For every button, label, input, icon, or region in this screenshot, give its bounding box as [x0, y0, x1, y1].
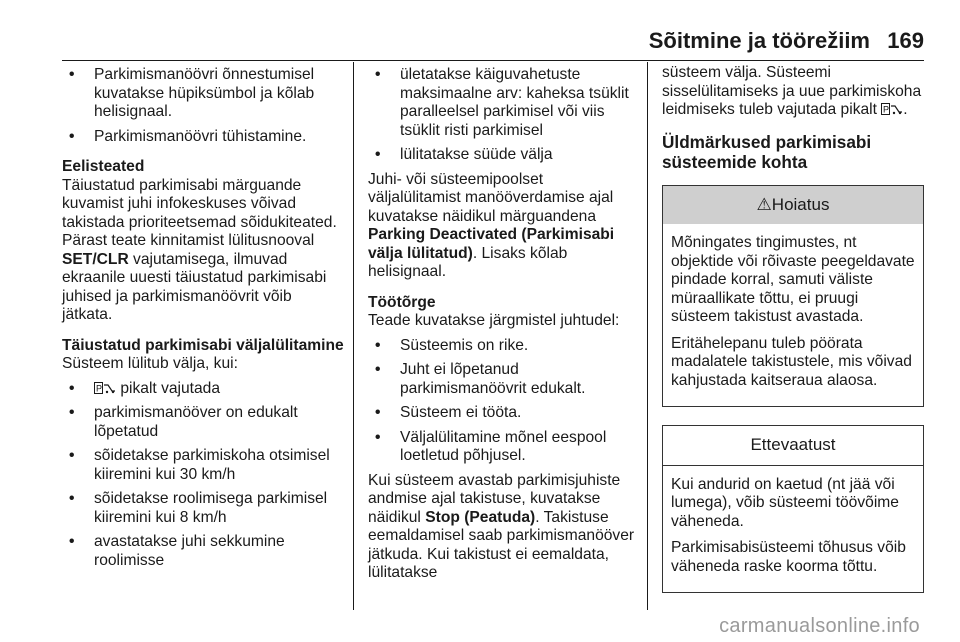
- list-item: • sõidetakse parkimiskoha otsimisel kiiremini kui 30 km/h: [69, 447, 330, 483]
- reactivation-paragraph: süsteem välja. Süsteemi sisselülitamiseks ja uue parkimiskoha leidmiseks tuleb vajutada pikalt P .: [662, 64, 922, 118]
- park-assist-icon: [94, 382, 116, 394]
- list-item: • Süsteem ei tööta.: [375, 404, 522, 421]
- watermark: carmanualsonline.info: [719, 615, 920, 637]
- eelisteated-heading: Eelisteated: [62, 158, 145, 175]
- warning-icon: ⚠: [756, 194, 772, 214]
- fault-intro: Teade kuvatakse järgmistel juhtudel:: [368, 312, 620, 329]
- warning-header: [663, 186, 923, 225]
- header-rule: [62, 60, 924, 61]
- deactivation-heading: Täiustatud parkimisabi väljalülitamine: [62, 336, 344, 354]
- caution-box: [662, 425, 924, 593]
- svg-text:P: P: [883, 104, 890, 115]
- header-title: Sõitmine ja töörežiim: [648, 28, 870, 53]
- caution-text-1: Kui andurid on kaetud (nt jää või lumega), võib süsteemi töövõime väheneda.: [671, 475, 899, 530]
- list-item: • lülitatakse süüde välja: [375, 146, 553, 163]
- list-item: • Parkimismanöövri tühistamine.: [69, 127, 307, 145]
- column-3: [662, 64, 924, 593]
- caution-title: Ettevaatust: [663, 426, 923, 466]
- warning-text-1: Mõningates tingimustes, nt objektide või rõivaste peegeldavate pindade korral, samuti väliste müraallikate tõttu, ei pruugi süsteem takistust avastada.: [671, 234, 915, 325]
- list-item: • ületatakse käiguvahetuste maksimaalne arv: kaheksa tsüklit paralleelsel parkimisel või viis tsüklit risti parkimisel: [375, 66, 629, 139]
- list-item: • Väljalülitamine mõnel eespool loetletud põhjusel.: [375, 428, 607, 464]
- svg-text:P: P: [96, 383, 103, 393]
- list-item: • parkimismanööver on edukalt lõpetatud: [69, 404, 298, 440]
- section-heading: Üldmärkused parkimisabi süsteemide kohta: [662, 131, 872, 172]
- column-divider-2: [647, 62, 648, 610]
- list-item: • Parkimismanöövri õnnestumisel kuvatakse hüpiksümbol ja kõlab helisignaal.: [69, 66, 315, 120]
- obstacle-paragraph: Kui süsteem avastab parkimisjuhiste andmise ajal takistuse, kuvatakse näidikul Stop (Peatuda). Takistuse eemaldamisel saab parkimismanööver jätkuda. Kui takistust ei eemaldata, lülitatakse: [368, 471, 635, 581]
- warning-box: [662, 185, 924, 408]
- warning-text-2: Eritähelepanu tuleb pöörata madalatele takistustele, mis võivad kahjustada kaitseraua alaosa.: [671, 334, 912, 389]
- column-divider-1: [353, 62, 354, 610]
- list-item: • Süsteemis on rike.: [375, 336, 529, 354]
- park-assist-icon: [881, 103, 903, 115]
- fault-heading: Töötõrge: [368, 293, 436, 311]
- warning-title: Hoiatus: [771, 194, 830, 214]
- eelisteated-paragraph: Täiustatud parkimisabi märguande kuvamist juhi infokeskuses võivad takistada prioriteetsemad sõidukiteated. Pärast teate kinnitamist lülitusnooval SET/CLR vajutamisega, ilmuvad ekraanile uuesti täiustatud parkimisabi juhised ja parkimismanöövrit võib jätkata.: [62, 176, 337, 323]
- deactivation-intro: Süsteem lülitub välja, kui:: [62, 355, 238, 372]
- caution-text-2: Parkimisabisüsteemi tõhusus võib väheneda raske koorma tõttu.: [671, 539, 906, 575]
- list-item: • sõidetakse roolimisega parkimisel kiiremini kui 8 km/h: [69, 490, 328, 526]
- page-number: 169: [887, 28, 924, 53]
- list-item: • Juht ei lõpetanud parkimismanöövrit edukalt.: [375, 361, 586, 397]
- column-1: [62, 64, 344, 570]
- deactivation-message-paragraph: Juhi- või süsteemipoolset väljalülitamist manööverdamise ajal kuvatakse näidikul märguandena Parking Deactivated (Parkimisabi välja lülitatud). Lisaks kõlab helisignaal.: [368, 170, 615, 280]
- list-item: • avastatakse juhi sekkumine roolimisse: [69, 533, 285, 569]
- column-2: [368, 64, 636, 583]
- list-item: • P pikalt vajutada: [69, 379, 221, 397]
